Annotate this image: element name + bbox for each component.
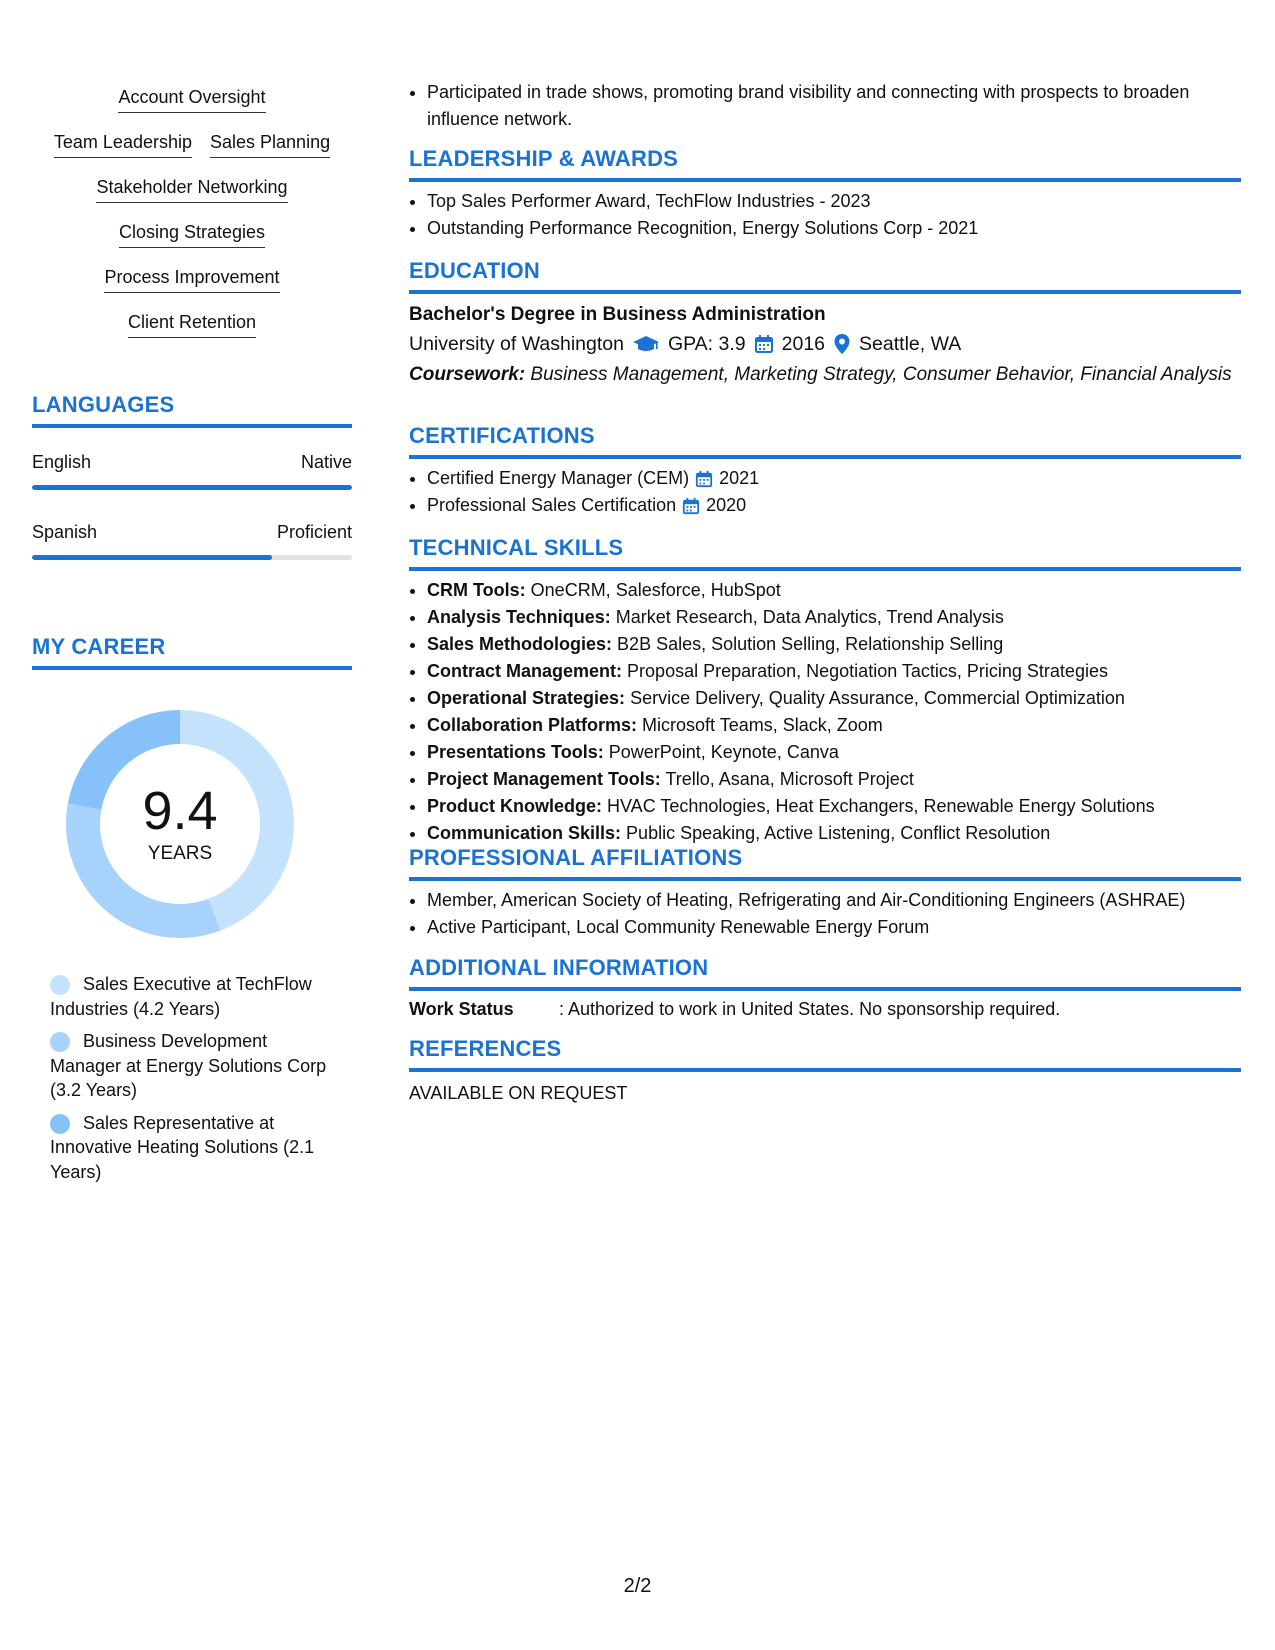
section-title: REFERENCES	[409, 1036, 562, 1061]
donut-center	[65, 709, 295, 939]
skill-row	[32, 86, 352, 131]
career-entry-label: Sales Representative at Innovative Heating Solutions (2.1 Years)	[50, 1112, 315, 1182]
section-divider	[409, 877, 1241, 881]
affiliations-section	[409, 845, 1241, 941]
list-item: • Outstanding Performance Recognition, Energy Solutions Corp - 2021	[427, 215, 1241, 242]
skill-tag: Process Improvement	[104, 266, 279, 293]
calendar-icon	[695, 470, 713, 488]
section-title: MY CAREER	[32, 634, 166, 659]
education-section	[409, 258, 1241, 387]
language-bar	[32, 485, 352, 490]
skill-row	[32, 311, 352, 356]
experience-continued	[409, 79, 1241, 133]
language-bar-fill	[32, 555, 272, 560]
skill-label: Presentations Tools:	[427, 742, 604, 762]
coursework-label: Coursework:	[409, 364, 526, 385]
list-item: • Participated in trade shows, promoting brand visibility and connecting with prospects to broaden influence network.	[427, 79, 1241, 133]
skill-value: Trello, Asana, Microsoft Project	[665, 769, 914, 789]
skill-label: Collaboration Platforms:	[427, 715, 638, 735]
certification-name: • Professional Sales Certification	[427, 495, 677, 515]
skill-label: Product Knowledge:	[427, 796, 602, 816]
section-title: LEADERSHIP & AWARDS	[409, 146, 679, 171]
skill-value: HVAC Technologies, Heat Exchangers, Renewable Energy Solutions	[607, 796, 1155, 816]
skill-tag: Sales Planning	[210, 131, 330, 158]
section-divider	[409, 290, 1241, 294]
career-entry	[50, 972, 330, 1021]
language-level: Proficient	[276, 522, 352, 542]
skills-tags	[32, 86, 352, 356]
work-status-row	[409, 996, 1241, 1023]
list-item: • Top Sales Performer Award, TechFlow Industries - 2023	[427, 188, 1241, 215]
section-divider	[409, 455, 1241, 459]
language-bar-fill	[32, 485, 352, 490]
skill-tag: Account Oversight	[118, 86, 265, 113]
skill-value: Proposal Preparation, Negotiation Tactics, Pricing Strategies	[627, 661, 1108, 681]
list-item	[427, 712, 1241, 739]
work-status-label: Work Status	[409, 999, 514, 1019]
list-item	[427, 658, 1241, 685]
section-divider	[32, 666, 352, 670]
section-divider	[409, 1068, 1241, 1072]
skill-value: Microsoft Teams, Slack, Zoom	[642, 715, 883, 735]
list-item	[427, 739, 1241, 766]
career-header	[32, 634, 352, 670]
section-divider	[409, 567, 1241, 571]
list-item: • Active Participant, Local Community Renewable Energy Forum	[427, 914, 1241, 941]
skill-tag: Team Leadership	[54, 131, 192, 158]
graduation-cap-icon	[632, 334, 660, 354]
skill-value: Public Speaking, Active Listening, Conflict Resolution	[626, 823, 1051, 843]
career-entry	[50, 1111, 330, 1185]
career-entry	[50, 1029, 330, 1103]
coursework	[409, 363, 1241, 387]
skill-value: B2B Sales, Solution Selling, Relationship Selling	[617, 634, 1004, 654]
list-item	[427, 820, 1241, 847]
references-text: AVAILABLE ON REQUEST	[409, 1083, 628, 1103]
section-title: EDUCATION	[409, 258, 540, 283]
skill-label: Sales Methodologies:	[427, 634, 613, 654]
calendar-icon	[754, 334, 774, 354]
list-item	[427, 631, 1241, 658]
career-unit: YEARS	[147, 843, 213, 864]
skill-row	[32, 266, 352, 311]
language-level: Native	[300, 452, 352, 472]
additional-info-section	[409, 955, 1241, 1023]
skill-value: Service Delivery, Quality Assurance, Commercial Optimization	[630, 688, 1125, 708]
skill-row	[32, 131, 352, 176]
legend-dot	[50, 975, 70, 995]
gpa: GPA: 3.9	[667, 333, 746, 355]
list-item	[427, 766, 1241, 793]
career-total-years: 9.4	[142, 781, 218, 841]
references-section	[409, 1036, 1241, 1107]
skill-label: Contract Management:	[427, 661, 623, 681]
language-item-spanish	[32, 521, 352, 560]
skill-value: OneCRM, Salesforce, HubSpot	[530, 580, 781, 600]
page-number: 2/2	[623, 1575, 652, 1597]
skill-label: Project Management Tools:	[427, 769, 661, 789]
section-title: PROFESSIONAL AFFILIATIONS	[409, 845, 743, 870]
section-title: LANGUAGES	[32, 392, 175, 417]
school-location: Seattle, WA	[859, 333, 962, 355]
list-item	[427, 577, 1241, 604]
career-entry-label: Business Development Manager at Energy Solutions Corp (3.2 Years)	[50, 1031, 327, 1100]
location-pin-icon	[833, 333, 851, 355]
skill-label: Communication Skills:	[427, 823, 622, 843]
list-item: • Member, American Society of Heating, Refrigerating and Air-Conditioning Engineers (ASHRAE)	[427, 887, 1241, 914]
skill-label: CRM Tools:	[427, 580, 526, 600]
work-status-value: : Authorized to work in United States. No sponsorship required.	[559, 999, 1061, 1019]
career-legend	[50, 972, 330, 1192]
certification-name: • Certified Energy Manager (CEM)	[427, 468, 690, 488]
list-item	[427, 492, 1241, 519]
list-item	[427, 465, 1241, 492]
section-title: CERTIFICATIONS	[409, 423, 595, 448]
career-donut-chart	[65, 709, 295, 939]
degree-title: Bachelor's Degree in Business Administration	[409, 304, 826, 325]
list-item	[427, 685, 1241, 712]
section-title: ADDITIONAL INFORMATION	[409, 955, 709, 980]
section-title: TECHNICAL SKILLS	[409, 535, 624, 560]
skill-tag: Client Retention	[128, 311, 256, 338]
career-entry-label: Sales Executive at TechFlow Industries (4.2 Years)	[50, 974, 312, 1019]
skill-label: Analysis Techniques:	[427, 607, 611, 627]
language-bar	[32, 555, 352, 560]
education-meta	[409, 329, 1241, 359]
skill-row	[32, 176, 352, 221]
legend-dot	[50, 1114, 70, 1134]
certifications-section	[409, 423, 1241, 519]
skill-tag: Stakeholder Networking	[96, 176, 287, 203]
certification-year: 2021	[719, 468, 760, 488]
skill-value: PowerPoint, Keynote, Canva	[608, 742, 839, 762]
section-divider	[409, 987, 1241, 991]
school-name: University of Washington	[409, 333, 624, 355]
skill-row	[32, 221, 352, 266]
list-item	[427, 604, 1241, 631]
graduation-year: 2016	[781, 333, 826, 355]
awards-section	[409, 146, 1241, 242]
section-divider	[409, 178, 1241, 182]
technical-skills-section	[409, 535, 1241, 847]
skill-label: Operational Strategies:	[427, 688, 626, 708]
skill-value: Market Research, Data Analytics, Trend Analysis	[615, 607, 1004, 627]
section-divider	[32, 424, 352, 428]
skill-tag: Closing Strategies	[119, 221, 265, 248]
language-name: English	[32, 452, 92, 472]
calendar-icon	[682, 497, 700, 515]
language-item-english	[32, 451, 352, 490]
legend-dot	[50, 1032, 70, 1052]
coursework-text: Business Management, Marketing Strategy, Consumer Behavior, Financial Analysis	[530, 364, 1232, 385]
list-item	[427, 793, 1241, 820]
languages-header	[32, 392, 352, 428]
language-name: Spanish	[32, 522, 98, 542]
certification-year: 2020	[706, 495, 747, 515]
